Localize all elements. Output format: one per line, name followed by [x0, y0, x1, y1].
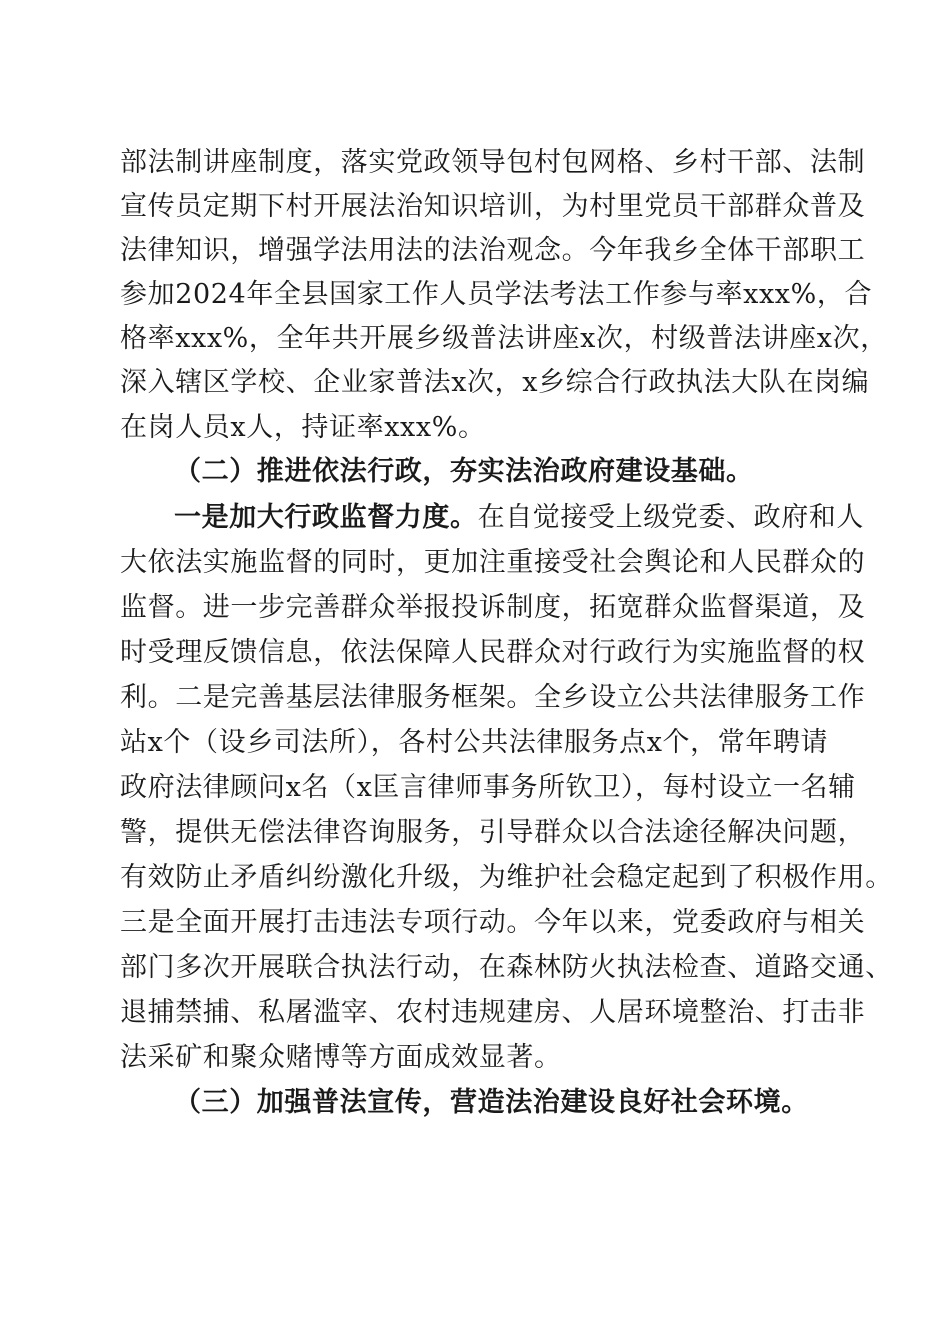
paragraph-line: 格率xxx%，全年共开展乡级普法讲座x次，村级普法讲座x次， — [120, 323, 888, 354]
paragraph-line: 参加2024年全县国家工作人员学法考法工作参与率xxx%，合 — [120, 279, 873, 310]
paragraph-line: 警，提供无偿法律咨询服务，引导群众以合法途径解决问题， — [120, 817, 866, 848]
paragraph-line: 政府法律顾问x名（x匡言律师事务所钦卫），每村设立一名辅 — [120, 772, 856, 803]
section-heading-2: （二）推进依法行政，夯实法治政府建设基础。 — [174, 456, 754, 487]
paragraph-line: 监督。进一步完善群众举报投诉制度，拓宽群众监督渠道，及 — [120, 592, 866, 623]
paragraph-line: 法律知识，增强学法用法的法治观念。今年我乡全体干部职工 — [120, 235, 866, 266]
paragraph-line: 部门多次开展联合执法行动，在森林防火执法检查、道路交通、 — [120, 952, 893, 983]
paragraph-lead: 一是加大行政监督力度。 — [174, 502, 478, 533]
paragraph-line: 在岗人员x人，持证率xxx%。 — [120, 412, 486, 443]
paragraph-line: 时受理反馈信息，依法保障人民群众对行政行为实施监督的权 — [120, 637, 866, 668]
paragraph-line: 三是全面开展打击违法专项行动。今年以来，党委政府与相关 — [120, 907, 866, 938]
paragraph-line: 利。二是完善基层法律服务框架。全乡设立公共法律服务工作 — [120, 682, 866, 713]
section-heading-3: （三）加强普法宣传，营造法治建设良好社会环境。 — [174, 1087, 809, 1118]
paragraph-line: 法采矿和聚众赌博等方面成效显著。 — [120, 1042, 562, 1073]
paragraph-first-line — [174, 498, 894, 538]
paragraph-line: 深入辖区学校、企业家普法x次，x乡综合行政执法大队在岗编 — [120, 367, 870, 398]
paragraph-first-line-text: 在自觉接受上级党委、政府和人 — [477, 502, 865, 533]
paragraph-line: 宣传员定期下村开展法治知识培训，为村里党员干部群众普及 — [120, 191, 866, 222]
paragraph-line: 大依法实施监督的同时，更加注重接受社会舆论和人民群众的 — [120, 547, 866, 578]
paragraph-line: 站x个（设乡司法所），各村公共法律服务点x个，常年聘请 — [120, 727, 829, 758]
paragraph-line: 退捕禁捕、私屠滥宰、农村违规建房、人居环境整治、打击非 — [120, 997, 866, 1028]
paragraph-line: 有效防止矛盾纠纷激化升级，为维护社会稳定起到了积极作用。 — [120, 862, 893, 893]
paragraph-line: 部法制讲座制度，落实党政领导包村包网格、乡村干部、法制 — [120, 147, 866, 178]
